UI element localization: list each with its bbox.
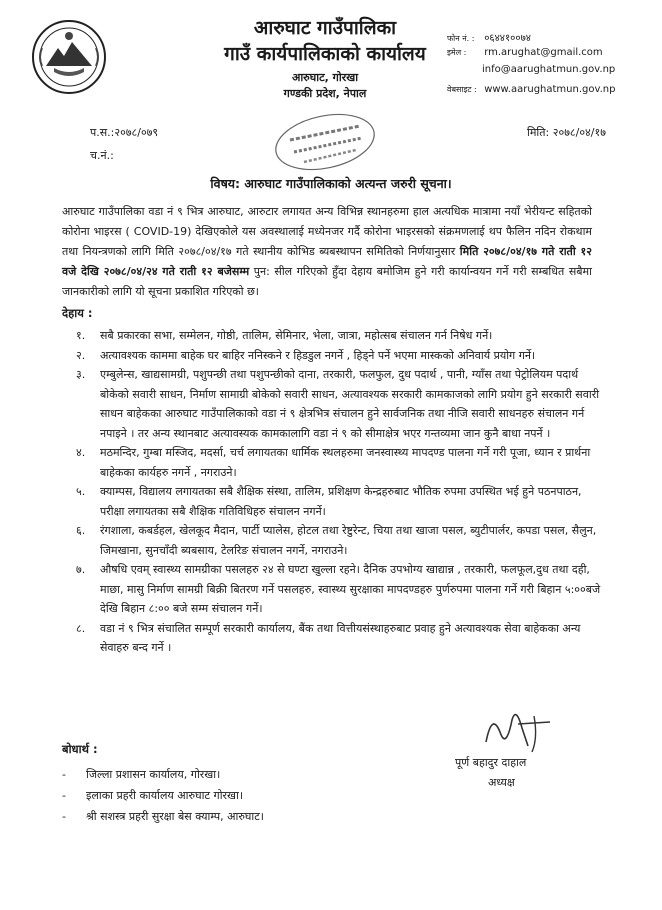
list-item — [62, 346, 602, 366]
office-stamp-icon — [270, 112, 380, 172]
bodharth-list — [62, 764, 264, 827]
item-number: ६. — [76, 524, 86, 537]
list-item — [62, 785, 264, 806]
subject-line: विषय: आरुघाट गाउँपालिकाको अत्यन्त जरुरी सूचना। — [210, 176, 452, 191]
phone-number: ०६४४१००७४ — [484, 33, 531, 44]
email-address-secondary[interactable]: info@aarughatmun.gov.np — [482, 64, 616, 75]
government-emblem-icon — [30, 18, 108, 96]
document-date: मिति: २०७८/०४/१७ — [527, 126, 606, 139]
website-label: वेबसाइट : — [447, 85, 477, 94]
list-item — [62, 482, 602, 521]
item-text: रंगशाला, कबर्डहल, खेलकूद मैदान, पार्टी प्यालेस, होटल तथा रेष्टुरेन्ट, चिया तथा खाजा पसल, ब्युटीपार्लर, कपडा पसल, सैलुन, जिमखाना, सुनचाँदी ब्यबसाय, टेलरिङ संचालन नगर्ने, नगराउने। — [100, 524, 597, 557]
list-item — [62, 764, 264, 785]
contact-email — [447, 47, 603, 58]
website-url[interactable]: www.aarughatmun.gov.np — [484, 84, 616, 95]
item-number: ५. — [76, 485, 86, 498]
contact-website — [447, 84, 616, 95]
dehaya-heading: देहाय : — [62, 306, 93, 320]
organization-name: आरुघाट गाउँपालिका — [253, 17, 397, 39]
item-number: २. — [76, 348, 86, 362]
intro-paragraph — [62, 202, 592, 302]
contact-phone — [447, 30, 531, 44]
item-text: मठमन्दिर, गुम्बा मस्जिद, मदर्सा, चर्च लगायतका धार्मिक स्थलहरुमा जनस्वास्थ्य मापदण्ड पालना गर्ने गरी पूजा, ध्यान र प्रार्थना बाहेकका कार्यहरु नगर्ने , नगराउने। — [100, 446, 591, 479]
bodharth-item-text: जिल्ला प्रशासन कार्यालय, गोरखा। — [86, 768, 221, 781]
office-address: आरुघाट, गोरखा — [291, 71, 359, 84]
email-address-primary[interactable]: rm.arughat@gmail.com — [484, 47, 603, 58]
item-text: क्याम्पस, विद्यालय लगायतका सबै शैक्षिक संस्था, तालिम, प्रशिक्षण केन्द्रहरुबाट भौतिक रुपमा उपस्थित भई हुने पठनपाठन, परीक्षा लगायतका सबै शैक्षिक गतिविधिहरु संचालन नगर्ने। — [100, 485, 582, 518]
dash-icon: - — [62, 789, 66, 802]
signatory-name: पूर्ण बहादुर दाहाल — [455, 756, 527, 769]
intro-text-bold-dates: मिति २०७८/०४/१७ गते राती १२ वजे देखि २०७८/०४/२४ गते राती १२ बजेसम्म — [62, 245, 592, 278]
item-text: औषधि एवम् स्वास्थ्य सामग्रीका पसलहरु २४ से घण्टा खुल्ला रहने। दैनिक उपभोग्य खाद्यान्न , तरकारी, फलफूल,दुध तथा दही, माछा, मासु निर्माण सामग्री बिक्री बितरण गर्ने पसलहरु, स्वास्थ्य सुरक्षाका मापदण्डहरु पुर्णरुपमा पालना गर्ने गरी बिहान ५:००बजे देखि बिहान ८:०० बजे सम्म संचालन गर्ने। — [100, 563, 601, 615]
office-name: गाउँ कार्यपालिकाको कार्यालय — [224, 43, 426, 65]
bodharth-heading: बोधार्थ : — [62, 742, 98, 756]
list-item — [62, 326, 602, 346]
item-text: सबै प्रकारका सभा, सम्मेलन, गोष्ठी, तालिम, सेमिनार, भेला, जात्रा, महोत्सब संचालन गर्न निषेध गर्ने। — [100, 329, 493, 342]
dash-icon: - — [62, 768, 66, 781]
signature-icon — [478, 702, 558, 758]
signatory-title: अध्यक्ष — [488, 776, 515, 789]
list-item — [62, 521, 602, 560]
item-text: अत्यावश्यक काममा बाहेक घर बाहिर ननिस्कने र हिडडुल नगर्ने , हिड्ने पर्ने भएमा मास्कको अनिवार्य प्रयोग गर्ने। — [100, 348, 536, 362]
reference-number: प.स.:२०७८/०७९ — [90, 126, 159, 139]
item-number: ४. — [76, 446, 86, 459]
item-number: ३. — [76, 368, 86, 381]
dash-icon: - — [62, 810, 66, 823]
item-number: ७. — [76, 563, 86, 576]
list-item — [62, 619, 602, 658]
phone-label: फोन नं. : — [447, 34, 475, 43]
bodharth-item-text: इलाका प्रहरी कार्यालय आरुघाट गोरखा। — [86, 789, 244, 802]
list-item — [62, 443, 602, 482]
list-item — [62, 365, 602, 443]
intro-text-part1: आरुघाट गाउँपालिका वडा नं ९ भित्र आरुघाट, आरुटार लगायत अन्य विभिन्न स्थानहरुमा हाल अत्यधिक मात्रामा नयाँ भेरीयन्ट सहितको कोरोना भाइरस ( COVID-19) देखिएकोले यस अवस्थालाई मध्येनजर गर्दै कोरोना भाइरसको संक्रमणलाई थप फैलिन नदिन रोकथाम तथा नियन्त्रणको लागि मिति २०७८/०४/१७ गते स्थानीय कोभिड ब्यबस्थापन समितिको निर्णयानुसार — [62, 205, 592, 258]
list-item — [62, 560, 602, 619]
bodharth-item-text: श्री सशस्त्र प्रहरी सुरक्षा बेस क्याम्प, आरुघाट। — [86, 810, 264, 823]
item-number: ८. — [76, 621, 86, 635]
email-label: इमेल : — [447, 48, 467, 57]
intro-text-part2: पुन: सील गरिएको हुँदा देहाय बमोजिम हुने गरी कार्यान्वयन गर्ने गरी सम्बधित सबैमा जानकारीको लागि यो सूचना प्रकाशित गरिएको छ। — [62, 265, 592, 298]
directive-list — [62, 326, 602, 658]
item-text: एम्बुलेन्स, खाद्यसामग्री, पशुपन्छी तथा पशुपन्छीको दाना, तरकारी, फलफुल, दुध पदार्थ , पानी, ग्याँस तथा पेट्रोलियम पदार्थ बोकेको सवारी साधन, निर्माण सामाग्री बोकेको सवारी साधन, अत्यावश्यक सरकारी कामकाजको लागि प्रयोग हुने सरकारी सवारी साधन बाहेकका आरुघाट गाउँपालिकाको वडा नं ९ क्षेत्रभित्र संचालन हुने सार्वजनिक तथा नीजि सवारी साधनहरु संचालन गर्न नपाइने । तर अन्य स्थानबाट अत्यावस्यक कामकालागि वडा नं ९ को सीमाक्षेत्र भएर गन्तव्यमा जान कुनै बाधा नपर्ने । — [100, 368, 600, 440]
list-item — [62, 806, 264, 827]
dispatch-number: च.नं.: — [90, 149, 114, 162]
item-text: वडा नं ९ भित्र संचालित सम्पूर्ण सरकारी कार्यालय, बैंक तथा वित्तीयसंस्थाहरुबाट प्रवाह हुने अत्यावश्यक सेवा बाहेकका अन्य सेवाहरु बन्द गर्ने । — [100, 621, 581, 654]
office-province: गण्डकी प्रदेश, नेपाल — [283, 87, 367, 100]
item-number: १. — [76, 329, 86, 342]
